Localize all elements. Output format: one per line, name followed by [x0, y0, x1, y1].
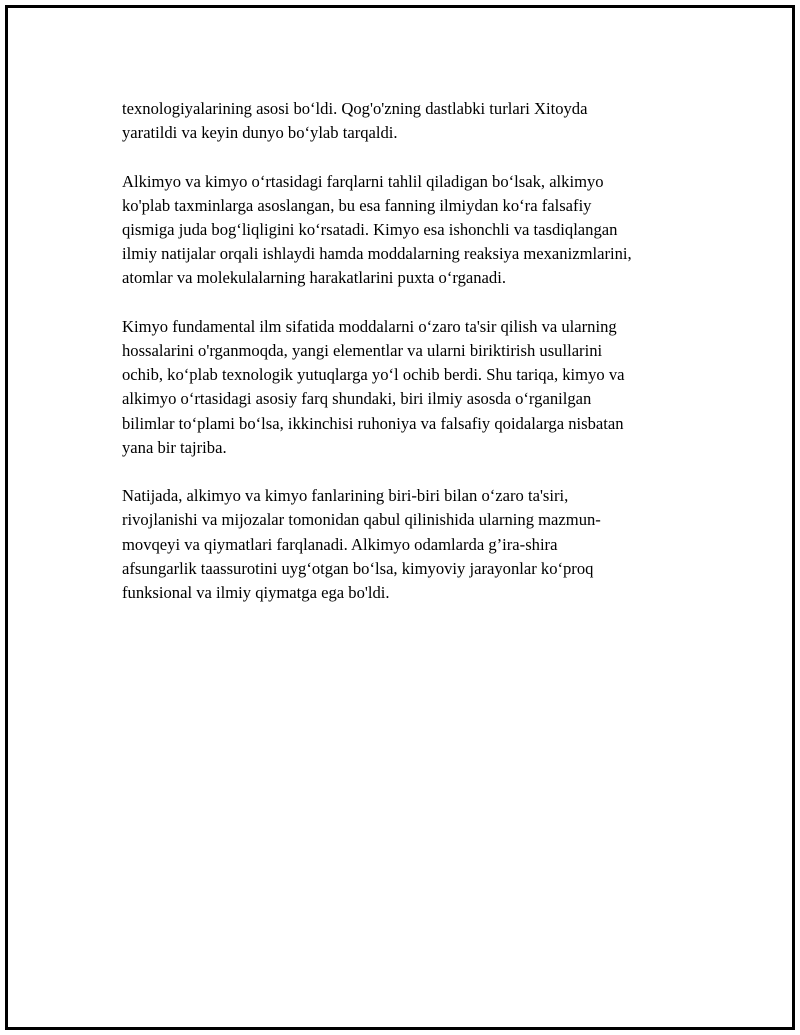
paragraph-2: Alkimyo va kimyo o‘rtasidagi farqlarni tahlil qiladigan bo‘lsak, alkimyo ko'plab taxminlarga asoslangan, bu esa fanning ilmiydan ko‘ra falsafiy qismiga juda bog‘liqligini ko‘rsatadi. Kimyo esa ishonchli va tasdiqlangan ilmiy natijalar orqali ishlaydi hamda moddalarning reaksiya mexanizmlarini, atomlar va molekulalarning harakatlarini puxta o‘rganadi. [122, 171, 632, 288]
document-page [5, 5, 795, 1030]
paragraph-4: Natijada, alkimyo va kimyo fanlarining biri-biri bilan o‘zaro ta'siri, rivojlanishi va mijozalar tomonidan qabul qilinishida ularning mazmun- movqeyi va qiymatlari farqlanadi. Alkimyo odamlarda g’ira-shira afsungarlik taassurotini uyg‘otgan bo‘lsa, kimyoviy jarayonlar ko‘proq funksional va ilmiy qiymatga ega bo'ldi. [122, 486, 601, 603]
paragraph-1: texnologiyalarining asosi bo‘ldi. Qog'o'zning dastlabki turlari Xitoyda yaratildi va keyin dunyo bo‘ylab tarqaldi. [122, 99, 588, 143]
document-body [122, 97, 682, 629]
paragraph-3: Kimyo fundamental ilm sifatida moddalarni o‘zaro ta'sir qilish va ularning hossalarini o'rganmoqda, yangi elementlar va ularni biriktirish usullarini ochib, ko‘plab texnologik yutuqlarga yo‘l ochib berdi. Shu tariqa, kimyo va alkimyo o‘rtasidagi asosiy farq shundaki, biri ilmiy asosda o‘rganilgan bilimlar to‘plami bo‘lsa, ikkinchisi ruhoniya va falsafiy qoidalarga nisbatan yana bir tajriba. [122, 316, 625, 457]
